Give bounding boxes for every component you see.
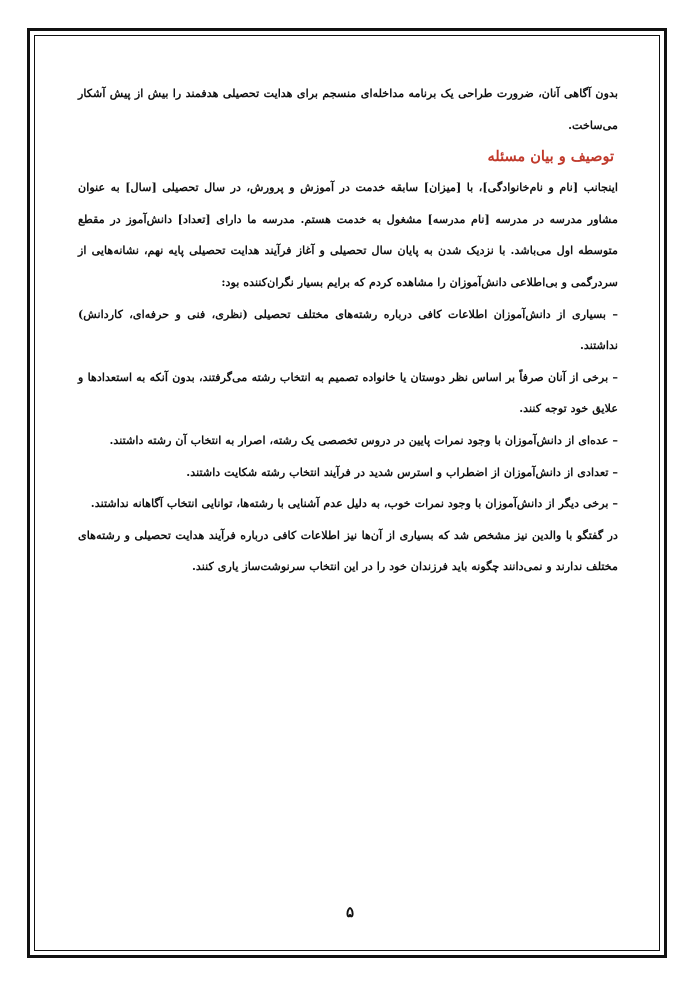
paragraph-parents: در گفتگو با والدین نیز مشخص شد که بسیاری از آن‌ها نیز اطلاعات کافی درباره فرآیند هدایت تحصیلی و رشته‌های مختلف ندارند و نمی‌دانند چگونه باید فرزندان خود را در این انتخاب سرنوشت‌ساز یاری کنند. [78, 527, 618, 574]
list-item-info: – بسیاری از دانش‌آموزان اطلاعات کافی درباره رشته‌های مختلف تحصیلی (نظری، فنی و حرفه‌ای، کاردانش) نداشتند. [78, 306, 618, 353]
paragraph-intro: بدون آگاهی آنان، ضرورت طراحی یک برنامه مداخله‌ای منسجم برای هدایت تحصیلی هدفمند را بیش از پیش آشکار می‌ساخت. [78, 86, 618, 132]
paragraph-background: اینجانب [نام و نام‌خانوادگی]، با [میزان] سابقه خدمت در آموزش و پرورش، در سال تحصیلی [سال] به عنوان مشاور مدرسه در مدرسه [نام مدرسه] مشغول به خدمت هستم. مدرسه ما دارای [تعداد] دانش‌آموز در مقطع متوسطه اول می‌باشد. با نزدیک شدن به پایان سال تحصیلی و آغاز فرآیند هدایت تحصیلی پایه نهم، نشانه‌هایی از سردرگمی و بی‌اطلاعی دانش‌آموزان را مشاهده کردم که برایم بسیار نگران‌کننده بود: [78, 180, 618, 289]
list-item-unaware: – برخی دیگر از دانش‌آموزان با وجود نمرات خوب، به دلیل عدم آشنایی با رشته‌ها، توانایی انتخاب آگاهانه نداشتند. [90, 496, 618, 511]
list-item-peer-influence: – برخی از آنان صرفاً بر اساس نظر دوستان یا خانواده تصمیم به انتخاب رشته می‌گرفتند، بدون آنکه به استعدادها و علایق خود توجه کنند. [78, 369, 618, 416]
list-item-low-grades: – عده‌ای از دانش‌آموزان با وجود نمرات پایین در دروس تخصصی یک رشته، اصرار به انتخاب آن رشته داشتند. [109, 432, 618, 447]
document-body [78, 78, 618, 583]
section-heading: توصیف و بیان مسئله [487, 148, 614, 166]
list-item-anxiety: – تعدادی از دانش‌آموزان از اضطراب و استرس شدید در فرآیند انتخاب رشته شکایت داشتند. [186, 464, 618, 479]
page-number: ۵ [345, 903, 355, 921]
